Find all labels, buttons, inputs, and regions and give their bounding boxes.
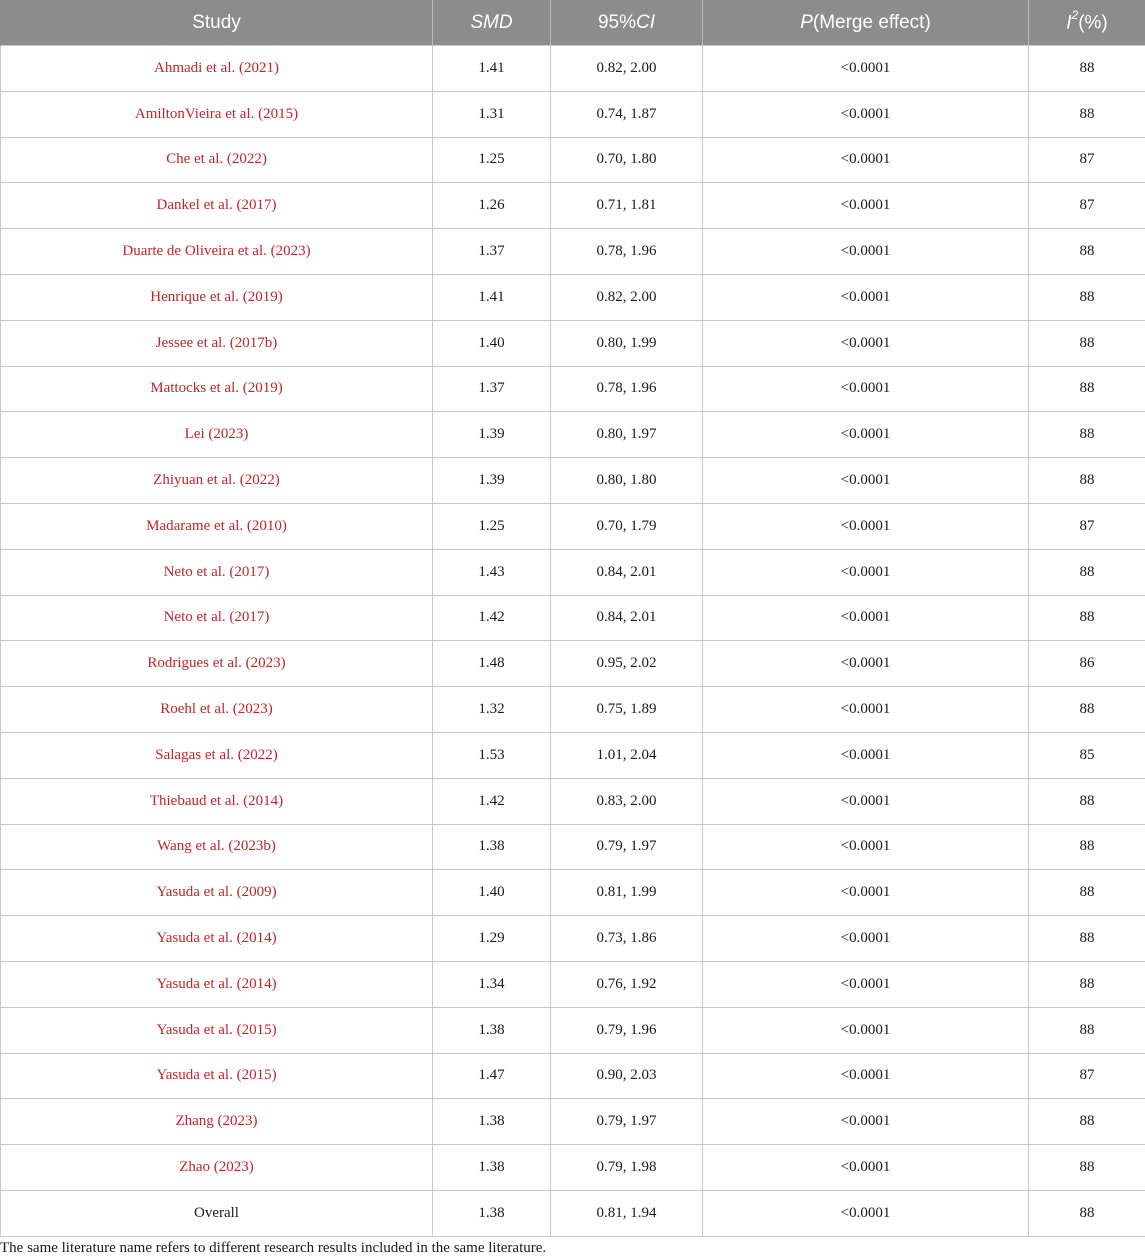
- cell-study: Yasuda et al. (2014): [1, 916, 433, 962]
- cell-study: Zhao (2023): [1, 1145, 433, 1191]
- cell-study: Jessee et al. (2017b): [1, 320, 433, 366]
- cell-study: Thiebaud et al. (2014): [1, 778, 433, 824]
- cell-smd: 1.29: [433, 916, 551, 962]
- cell-study: Yasuda et al. (2009): [1, 870, 433, 916]
- cell-smd: 1.42: [433, 595, 551, 641]
- header-ci: 95%CI: [551, 0, 703, 46]
- table-row: [1, 137, 1145, 183]
- cell-smd: 1.43: [433, 549, 551, 595]
- cell-i-squared: 88: [1029, 595, 1145, 641]
- cell-ci: 0.70, 1.80: [551, 137, 703, 183]
- cell-i-squared: 88: [1029, 274, 1145, 320]
- cell-ci: 0.79, 1.97: [551, 1099, 703, 1145]
- table-row: [1, 595, 1145, 641]
- cell-smd: 1.32: [433, 687, 551, 733]
- table-row: [1, 1053, 1145, 1099]
- cell-ci: 0.74, 1.87: [551, 91, 703, 137]
- cell-ci: 0.84, 2.01: [551, 549, 703, 595]
- cell-i-squared: 88: [1029, 961, 1145, 1007]
- cell-p-value: <0.0001: [703, 137, 1029, 183]
- cell-study: Salagas et al. (2022): [1, 732, 433, 778]
- cell-p-value: <0.0001: [703, 91, 1029, 137]
- cell-i-squared: 88: [1029, 366, 1145, 412]
- cell-study: Neto et al. (2017): [1, 549, 433, 595]
- cell-study: Wang et al. (2023b): [1, 824, 433, 870]
- cell-p-value: <0.0001: [703, 1145, 1029, 1191]
- cell-smd: 1.40: [433, 870, 551, 916]
- cell-p-value: <0.0001: [703, 824, 1029, 870]
- cell-ci: 0.75, 1.89: [551, 687, 703, 733]
- table-row: [1, 687, 1145, 733]
- cell-p-value: <0.0001: [703, 778, 1029, 824]
- cell-p-value: <0.0001: [703, 1053, 1029, 1099]
- cell-i-squared: 88: [1029, 1190, 1145, 1236]
- table-row: [1, 46, 1145, 92]
- cell-p-value: <0.0001: [703, 916, 1029, 962]
- table-row: [1, 549, 1145, 595]
- cell-study: Dankel et al. (2017): [1, 183, 433, 229]
- cell-study: Madarame et al. (2010): [1, 503, 433, 549]
- cell-smd: 1.42: [433, 778, 551, 824]
- cell-ci: 0.95, 2.02: [551, 641, 703, 687]
- cell-p-value: <0.0001: [703, 458, 1029, 504]
- cell-i-squared: 88: [1029, 549, 1145, 595]
- cell-smd: 1.53: [433, 732, 551, 778]
- overall-row: [1, 1190, 1145, 1236]
- cell-p-value: <0.0001: [703, 229, 1029, 275]
- cell-study: AmiltonVieira et al. (2015): [1, 91, 433, 137]
- table-row: [1, 503, 1145, 549]
- cell-i-squared: 88: [1029, 870, 1145, 916]
- cell-study: Roehl et al. (2023): [1, 687, 433, 733]
- cell-p-value: <0.0001: [703, 1007, 1029, 1053]
- cell-ci: 0.82, 2.00: [551, 274, 703, 320]
- cell-p-value: <0.0001: [703, 1190, 1029, 1236]
- cell-ci: 0.71, 1.81: [551, 183, 703, 229]
- cell-i-squared: 87: [1029, 1053, 1145, 1099]
- cell-p-value: <0.0001: [703, 595, 1029, 641]
- table-header: [1, 0, 1145, 46]
- table-row: [1, 961, 1145, 1007]
- cell-i-squared: 88: [1029, 778, 1145, 824]
- cell-ci: 0.73, 1.86: [551, 916, 703, 962]
- cell-smd: 1.40: [433, 320, 551, 366]
- cell-i-squared: 88: [1029, 412, 1145, 458]
- cell-smd: 1.37: [433, 229, 551, 275]
- cell-ci: 0.79, 1.98: [551, 1145, 703, 1191]
- table-footnote: The same literature name refers to different research results included in the same literature.: [0, 1240, 547, 1256]
- cell-p-value: <0.0001: [703, 1099, 1029, 1145]
- table-row: [1, 641, 1145, 687]
- cell-smd: 1.41: [433, 274, 551, 320]
- cell-study: Yasuda et al. (2015): [1, 1053, 433, 1099]
- cell-ci: 0.76, 1.92: [551, 961, 703, 1007]
- header-smd: SMD: [433, 0, 551, 46]
- cell-p-value: <0.0001: [703, 870, 1029, 916]
- cell-smd: 1.31: [433, 91, 551, 137]
- cell-i-squared: 86: [1029, 641, 1145, 687]
- cell-smd: 1.38: [433, 1145, 551, 1191]
- cell-smd: 1.38: [433, 1190, 551, 1236]
- cell-study: Zhang (2023): [1, 1099, 433, 1145]
- cell-study: Henrique et al. (2019): [1, 274, 433, 320]
- cell-p-value: <0.0001: [703, 320, 1029, 366]
- cell-i-squared: 88: [1029, 91, 1145, 137]
- table-row: [1, 274, 1145, 320]
- cell-study: Overall: [1, 1190, 433, 1236]
- cell-smd: 1.48: [433, 641, 551, 687]
- cell-smd: 1.25: [433, 137, 551, 183]
- cell-ci: 0.90, 2.03: [551, 1053, 703, 1099]
- table-row: [1, 732, 1145, 778]
- table-row: [1, 870, 1145, 916]
- cell-i-squared: 85: [1029, 732, 1145, 778]
- table-row: [1, 412, 1145, 458]
- cell-i-squared: 87: [1029, 137, 1145, 183]
- cell-i-squared: 87: [1029, 183, 1145, 229]
- cell-smd: 1.39: [433, 412, 551, 458]
- cell-study: Ahmadi et al. (2021): [1, 46, 433, 92]
- cell-ci: 0.84, 2.01: [551, 595, 703, 641]
- cell-study: Neto et al. (2017): [1, 595, 433, 641]
- cell-smd: 1.25: [433, 503, 551, 549]
- cell-i-squared: 88: [1029, 320, 1145, 366]
- cell-ci: 0.79, 1.97: [551, 824, 703, 870]
- cell-p-value: <0.0001: [703, 183, 1029, 229]
- cell-p-value: <0.0001: [703, 274, 1029, 320]
- table-row: [1, 778, 1145, 824]
- table-row: [1, 183, 1145, 229]
- table-row: [1, 824, 1145, 870]
- header-i-squared: $I^2(\%)$: [1029, 0, 1145, 46]
- cell-i-squared: 88: [1029, 1007, 1145, 1053]
- cell-ci: 0.80, 1.80: [551, 458, 703, 504]
- header-p-merge-effect: P(Merge effect): [703, 0, 1029, 46]
- cell-ci: 0.79, 1.96: [551, 1007, 703, 1053]
- table-row: [1, 1145, 1145, 1191]
- cell-p-value: <0.0001: [703, 503, 1029, 549]
- cell-p-value: <0.0001: [703, 732, 1029, 778]
- cell-study: Mattocks et al. (2019): [1, 366, 433, 412]
- cell-study: Duarte de Oliveira et al. (2023): [1, 229, 433, 275]
- cell-ci: 0.81, 1.94: [551, 1190, 703, 1236]
- cell-ci: 0.78, 1.96: [551, 366, 703, 412]
- cell-ci: 0.83, 2.00: [551, 778, 703, 824]
- cell-ci: 0.80, 1.99: [551, 320, 703, 366]
- table-row: [1, 229, 1145, 275]
- cell-smd: 1.38: [433, 824, 551, 870]
- cell-smd: 1.37: [433, 366, 551, 412]
- cell-study: Yasuda et al. (2014): [1, 961, 433, 1007]
- cell-p-value: <0.0001: [703, 412, 1029, 458]
- table-row: [1, 320, 1145, 366]
- table-body: [1, 46, 1145, 1237]
- cell-ci: 0.70, 1.79: [551, 503, 703, 549]
- cell-smd: 1.38: [433, 1007, 551, 1053]
- cell-smd: 1.34: [433, 961, 551, 1007]
- cell-p-value: <0.0001: [703, 366, 1029, 412]
- cell-i-squared: 88: [1029, 46, 1145, 92]
- cell-smd: 1.41: [433, 46, 551, 92]
- header-row: [1, 0, 1145, 46]
- table-row: [1, 91, 1145, 137]
- cell-study: Lei (2023): [1, 412, 433, 458]
- cell-study: Che et al. (2022): [1, 137, 433, 183]
- cell-i-squared: 88: [1029, 1145, 1145, 1191]
- cell-ci: 0.82, 2.00: [551, 46, 703, 92]
- table-row: [1, 458, 1145, 504]
- cell-i-squared: 88: [1029, 824, 1145, 870]
- cell-p-value: <0.0001: [703, 687, 1029, 733]
- table-row: [1, 366, 1145, 412]
- cell-smd: 1.26: [433, 183, 551, 229]
- cell-i-squared: 88: [1029, 687, 1145, 733]
- header-study: Study: [1, 0, 433, 46]
- cell-ci: 1.01, 2.04: [551, 732, 703, 778]
- cell-i-squared: 88: [1029, 1099, 1145, 1145]
- cell-smd: 1.38: [433, 1099, 551, 1145]
- cell-study: Rodrigues et al. (2023): [1, 641, 433, 687]
- cell-i-squared: 87: [1029, 503, 1145, 549]
- table-row: [1, 1007, 1145, 1053]
- cell-study: Zhiyuan et al. (2022): [1, 458, 433, 504]
- cell-p-value: <0.0001: [703, 641, 1029, 687]
- cell-i-squared: 88: [1029, 458, 1145, 504]
- cell-p-value: <0.0001: [703, 549, 1029, 595]
- table-row: [1, 916, 1145, 962]
- cell-i-squared: 88: [1029, 916, 1145, 962]
- cell-ci: 0.80, 1.97: [551, 412, 703, 458]
- cell-ci: 0.81, 1.99: [551, 870, 703, 916]
- cell-smd: 1.39: [433, 458, 551, 504]
- table-row: [1, 1099, 1145, 1145]
- cell-ci: 0.78, 1.96: [551, 229, 703, 275]
- cell-p-value: <0.0001: [703, 961, 1029, 1007]
- cell-p-value: <0.0001: [703, 46, 1029, 92]
- cell-i-squared: 88: [1029, 229, 1145, 275]
- cell-smd: 1.47: [433, 1053, 551, 1099]
- cell-study: Yasuda et al. (2015): [1, 1007, 433, 1053]
